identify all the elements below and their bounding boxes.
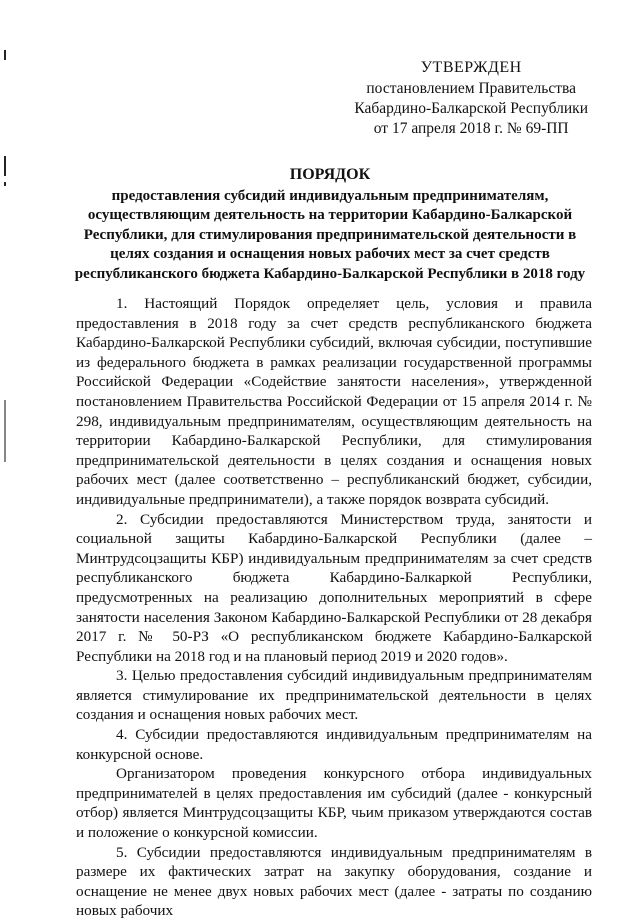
approval-block: [354, 58, 588, 139]
paragraph: 3. Целью предоставления субсидий индивидуальным предпринимателям является стимулирование их предпринимательской деятельности в целях создания и оснащения новых рабочих мест.: [76, 667, 592, 724]
scan-edge-mark: [4, 50, 6, 60]
paragraph: 5. Субсидии предоставляются индивидуальным предпринимателям в размере их фактических затрат на закупку оборудования, создание и оснащение не менее двух новых рабочих мест (далее - затраты по созданию новых рабочих: [76, 843, 592, 920]
paragraph: 4. Субсидии предоставляются индивидуальным предпринимателям на конкурсной основе.: [76, 726, 592, 763]
scan-edge-mark: [4, 156, 6, 176]
approval-line: от 17 апреля 2018 г. № 69-ПП: [373, 120, 569, 137]
scan-edge-mark: [4, 400, 6, 462]
approval-title: УТВЕРЖДЕН: [420, 59, 522, 76]
paragraph: 1. Настоящий Порядок определяет цель, условия и правила предоставления в 2018 году за счет средств республиканского бюджета Кабардино-Балкарской Республики субсидий, включая субсидии, поступившие из федерального бюджета в рамках реализации государственной программы Российской Федерации «Содействие занятости населения», утвержденной постановлением Правительства Российской Федерации от 15 апреля 2014 г. № 298, индивидуальным предпринимателям, осуществляющим деятельность на территории Кабардино-Балкарской Республики, для стимулирования предпринимательской деятельности в целях создания и оснащения новых рабочих мест (далее соответственно – республиканский бюджет, субсидии, индивидуальные предприниматели), а также порядок возврата субсидий.: [76, 295, 592, 508]
document-heading: ПОРЯДОК: [289, 166, 371, 183]
document-subtitle: предоставления субсидий индивидуальным предпринимателям, осуществляющим деятельность на территории Кабардино-Балкарской Республики, для стимулирования предпринимательской деятельности в целях создания и оснащения новых рабочих мест за счет средств республиканского бюджета Кабардино-Балкарской Республики в 2018 году: [74, 187, 586, 282]
document-title-block: [70, 165, 590, 284]
document-body: [76, 294, 592, 921]
approval-line: Кабардино-Балкарской Республики: [354, 100, 588, 117]
paragraph: 2. Субсидии предоставляются Министерством труда, занятости и социальной защиты Кабардино-Балкарской Республики (далее – Минтрудсоцзащиты КБР) индивидуальным предпринимателям за счет средств республиканского бюджета Кабардино-Балкаркой Республики, предусмотренных на реализацию дополнительных мероприятий в сфере занятости населения Законом Кабардино-Балкарской Республики от 28 декабря 2017 г. № 50-РЗ «О республиканском бюджете Кабардино-Балкарской Республики на 2018 год и на плановый период 2019 и 2020 годов».: [76, 510, 592, 665]
approval-line: постановлением Правительства: [366, 80, 577, 97]
paragraph: Организатором проведения конкурсного отбора индивидуальных предпринимателей в целях предоставления им субсидий (далее - конкурсный отбор) является Минтрудсоцзащиты КБР, чьим приказом утверждаются состав и положение о конкурсной комиссии.: [76, 765, 592, 842]
scan-edge-mark: [4, 182, 6, 186]
